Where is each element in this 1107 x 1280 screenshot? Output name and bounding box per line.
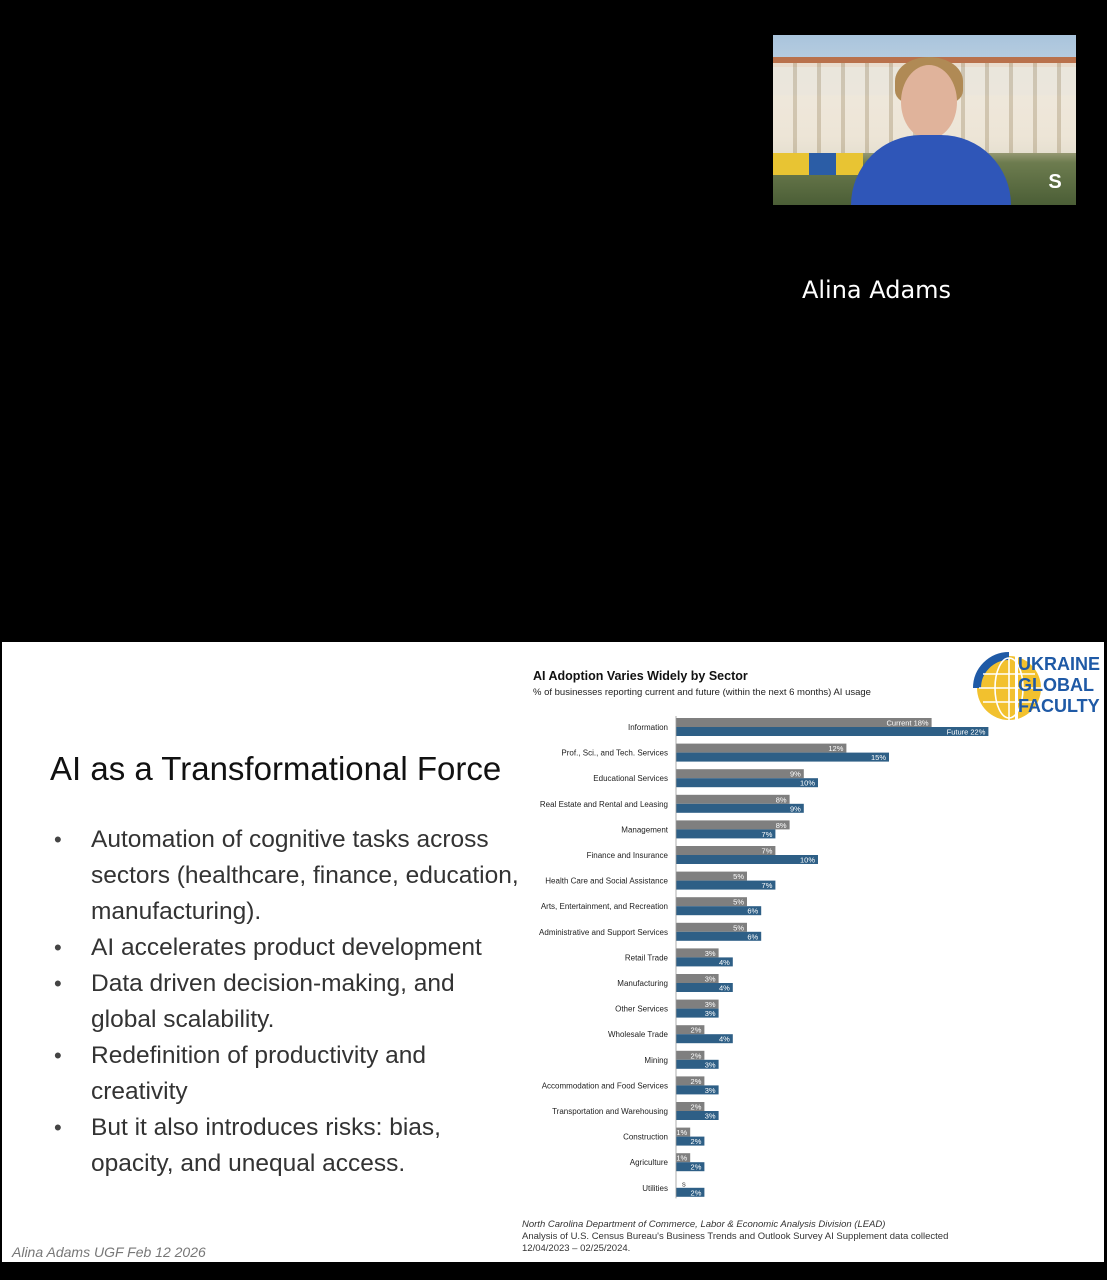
data-label: 6% — [747, 906, 759, 916]
category-label: Mining — [644, 1055, 668, 1065]
data-label: 2% — [690, 1051, 702, 1061]
category-label: Health Care and Social Assistance — [545, 876, 668, 886]
bullet-list — [50, 822, 520, 1182]
data-label: 3% — [704, 1009, 716, 1019]
data-label: s — [682, 1179, 686, 1189]
bar-future — [676, 804, 804, 813]
bullet-item: • AI accelerates product development — [50, 930, 520, 966]
bar-current — [676, 744, 846, 753]
data-label: 2% — [690, 1025, 702, 1035]
category-label: Finance and Insurance — [586, 851, 668, 860]
data-label: 5% — [733, 923, 744, 933]
bar-future — [676, 727, 988, 736]
bullet-item: • But it also introduces risks: bias, opacity, and unequal access. — [50, 1110, 520, 1182]
data-label: 3% — [704, 1000, 716, 1010]
bar-current — [676, 769, 804, 778]
bar-current — [676, 846, 775, 855]
data-label: 2% — [690, 1137, 702, 1147]
data-label: 5% — [733, 872, 744, 882]
ugf-logo-text: UKRAINE GLOBAL FACULTY — [1018, 654, 1101, 716]
bullet-item: • Redefinition of productivity and creativity — [50, 1038, 520, 1110]
sector-bar-chart — [524, 712, 994, 1202]
category-label: Real Estate and Rental and Leasing — [539, 799, 668, 809]
data-label: Future 22% — [946, 727, 986, 737]
data-label: 9% — [789, 804, 801, 814]
data-label: 2% — [690, 1188, 702, 1198]
data-label: 7% — [761, 829, 773, 839]
category-label: Transportation and Warehousing — [552, 1107, 668, 1116]
data-label: 3% — [704, 948, 716, 958]
data-label: 5% — [733, 897, 744, 907]
data-label: 3% — [704, 1111, 716, 1121]
category-label: Arts, Entertainment, and Recreation — [540, 902, 668, 912]
category-label: Prof., Sci., and Tech. Services — [561, 748, 668, 758]
data-label: 2% — [690, 1102, 702, 1112]
participant-video-tile[interactable] — [773, 35, 1076, 205]
data-label: 9% — [789, 769, 801, 779]
category-label: Management — [621, 825, 668, 835]
category-label: Other Services — [615, 1004, 668, 1014]
data-label: 10% — [799, 778, 815, 788]
video-banner — [773, 153, 863, 175]
data-label: 8% — [775, 820, 787, 830]
stanford-logo-icon: S — [1048, 171, 1062, 193]
category-label: Retail Trade — [624, 953, 668, 963]
data-label: 1% — [676, 1153, 688, 1163]
bar-future — [676, 829, 775, 838]
video-person-head — [901, 65, 957, 139]
bullet-item: • Data driven decision-making, and global scalability. — [50, 966, 520, 1038]
bar-future — [676, 753, 889, 762]
data-label: 4% — [718, 983, 730, 993]
category-label: Administrative and Support Services — [539, 927, 668, 937]
data-label: 1% — [676, 1128, 688, 1138]
data-label: 4% — [718, 957, 730, 967]
data-label: 2% — [690, 1076, 702, 1086]
data-label: 3% — [704, 1060, 716, 1070]
chart-title: AI Adoption Varies Widely by Sector — [533, 669, 748, 683]
data-label: 10% — [799, 855, 815, 865]
data-label: 3% — [704, 1085, 716, 1095]
bar-current — [676, 795, 790, 804]
data-label: 7% — [761, 846, 773, 856]
shared-slide — [2, 642, 1104, 1262]
chart-subtitle: % of businesses reporting current and future (within the next 6 months) AI usage — [533, 687, 871, 698]
category-label: Construction — [623, 1132, 668, 1142]
bar-future — [676, 778, 818, 787]
bar-current — [676, 820, 790, 829]
category-label: Utilities — [642, 1183, 668, 1193]
data-label: 7% — [761, 881, 773, 891]
data-label: 3% — [704, 974, 716, 984]
bar-future — [676, 881, 775, 890]
chart-source: North Carolina Department of Commerce, Labor & Economic Analysis Division (LEAD) Analysis of U.S. Census Bureau's Business Trends and Outlook Survey AI Supplement data collected 12/04/2023 – 02/25/2024. — [522, 1219, 949, 1254]
participant-name: Alina Adams — [801, 276, 952, 304]
category-label: Manufacturing — [617, 979, 668, 988]
category-label: Accommodation and Food Services — [541, 1081, 668, 1091]
data-label: 6% — [747, 932, 759, 942]
category-label: Agriculture — [629, 1158, 668, 1168]
data-label: 8% — [775, 795, 787, 805]
slide-title: AI as a Transformational Force — [50, 750, 502, 787]
data-label: 15% — [870, 753, 886, 763]
category-label: Educational Services — [593, 774, 668, 784]
data-label: 2% — [690, 1162, 702, 1172]
footer-credit: Alina Adams UGF Feb 12 2026 — [12, 1244, 206, 1260]
data-label: Current 18% — [886, 718, 929, 728]
category-label: Information — [627, 723, 668, 732]
bullet-item: • Automation of cognitive tasks across sectors (healthcare, finance, education, manufacturing). — [50, 822, 520, 930]
data-label: 12% — [828, 744, 844, 754]
bar-future — [676, 855, 818, 864]
data-label: 4% — [718, 1034, 730, 1044]
category-label: Wholesale Trade — [607, 1030, 668, 1040]
